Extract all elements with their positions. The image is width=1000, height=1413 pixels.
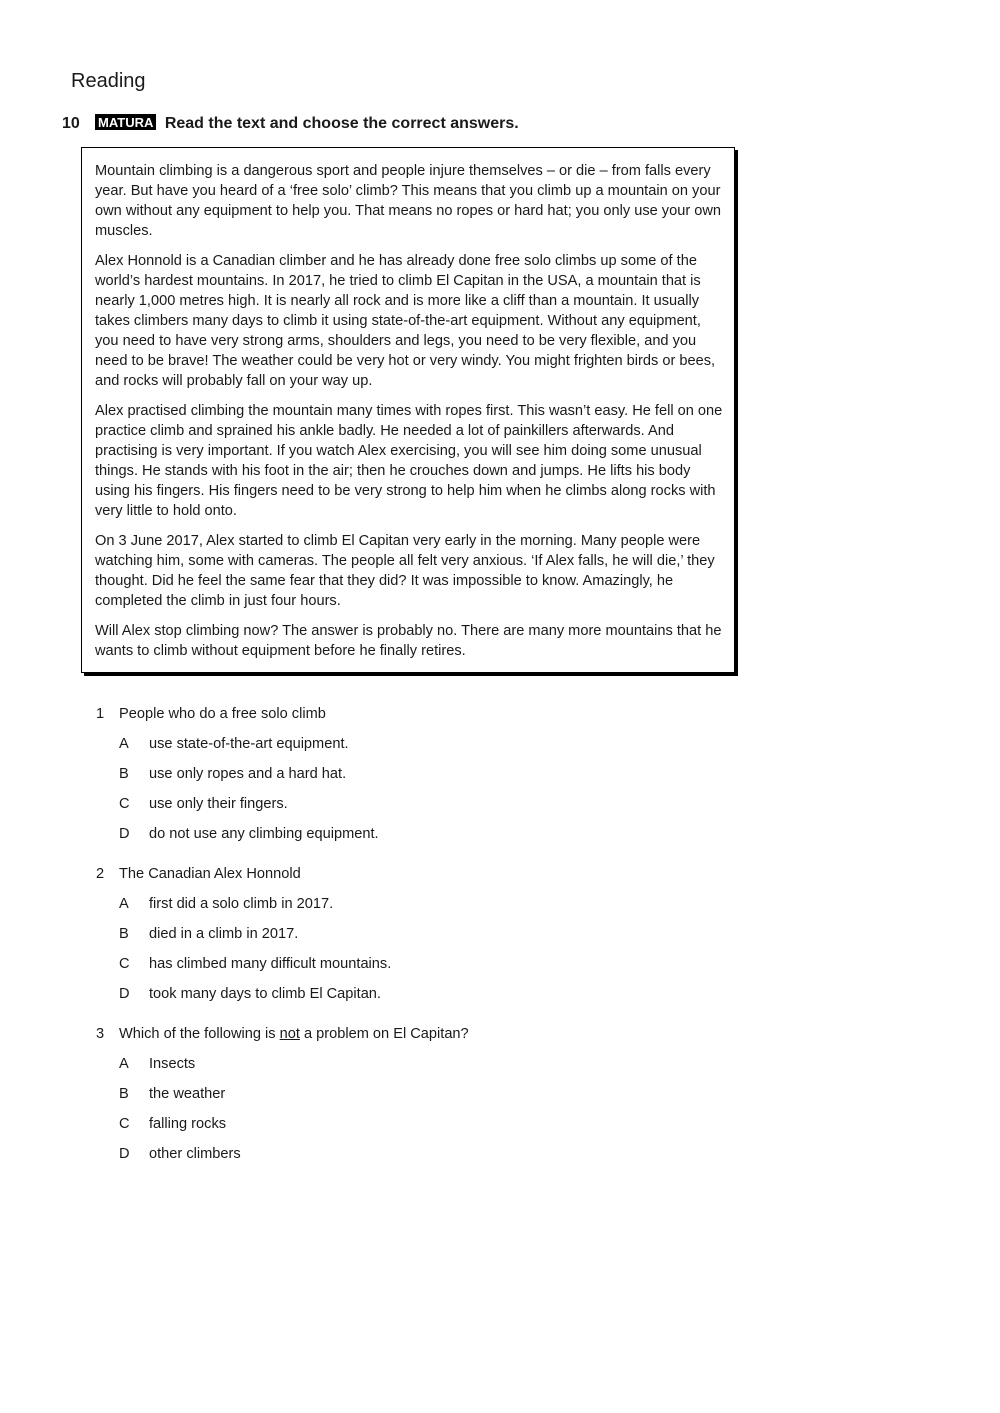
option-letter: A xyxy=(119,896,129,912)
option-letter: D xyxy=(119,1146,130,1162)
option-letter: A xyxy=(119,1056,129,1072)
exercise-instruction: Read the text and choose the correct answers. xyxy=(164,115,519,132)
option-text: do not use any climbing equipment. xyxy=(149,826,379,842)
option-letter: B xyxy=(119,1086,129,1102)
option-text: the weather xyxy=(149,1086,226,1102)
passage-paragraph: On 3 June 2017, Alex started to climb El Capitan very early in the morning. Many people were watching him, some with cameras. The people all felt very anxious. ‘If Alex falls, he will die,’ they thought. Did he feel the same fear that they did? It was impossible to know. Amazingly, he completed the climb in just four hours. xyxy=(95,533,715,609)
answer-option[interactable] xyxy=(96,764,736,794)
option-letter: B xyxy=(119,766,129,782)
question-2 xyxy=(96,864,736,1014)
answer-option[interactable] xyxy=(96,824,736,854)
option-letter: D xyxy=(119,826,130,842)
option-letter: A xyxy=(119,736,129,752)
exercise-number: 10 xyxy=(62,115,80,132)
option-text: use state-of-the-art equipment. xyxy=(149,736,349,752)
answer-option[interactable] xyxy=(96,1084,736,1114)
question-text-underlined: not xyxy=(279,1026,300,1042)
option-letter: B xyxy=(119,926,129,942)
section-title: Reading xyxy=(71,70,146,92)
passage-paragraph: Mountain climbing is a dangerous sport and people injure themselves – or die – from falls every year. But have you heard of a ‘free solo’ climb? This means that you climb up a mountain on your own without any equipment to help you. That means no ropes or hard hat; you only use your own muscles. xyxy=(95,163,722,239)
exercise-heading xyxy=(62,114,519,133)
question-text-after: a problem on El Capitan? xyxy=(303,1026,469,1042)
question-3 xyxy=(96,1024,736,1174)
question-text: People who do a free solo climb xyxy=(119,706,326,722)
question-list xyxy=(96,704,736,1184)
reading-passage-box xyxy=(81,147,735,673)
answer-option[interactable] xyxy=(96,1054,736,1084)
answer-option[interactable] xyxy=(96,954,736,984)
question-1 xyxy=(96,704,736,854)
question-number: 3 xyxy=(96,1026,105,1042)
question-stem xyxy=(96,704,736,734)
answer-option[interactable] xyxy=(96,794,736,824)
question-text: The Canadian Alex Honnold xyxy=(119,866,301,882)
option-letter: C xyxy=(119,1116,130,1132)
option-letter: C xyxy=(119,796,130,812)
option-text: has climbed many difficult mountains. xyxy=(149,956,392,972)
option-text: died in a climb in 2017. xyxy=(149,926,299,942)
question-stem xyxy=(96,1024,736,1054)
answer-option[interactable] xyxy=(96,924,736,954)
question-text-before: Which of the following is xyxy=(119,1026,276,1042)
option-text: falling rocks xyxy=(149,1116,227,1132)
option-text: use only their fingers. xyxy=(149,796,288,812)
answer-option[interactable] xyxy=(96,894,736,924)
answer-option[interactable] xyxy=(96,1144,736,1174)
option-text: took many days to climb El Capitan. xyxy=(149,986,381,1002)
passage-paragraph: Alex Honnold is a Canadian climber and he has already done free solo climbs up some of the world’s hardest mountains. In 2017, he tried to climb El Capitan in the USA, a mountain that is nearly 1,000 metres high. It is nearly all rock and is more like a cliff than a mountain. It usually takes climbers many days to climb it using state-of-the-art equipment. Without any equipment, you need to have very strong arms, shoulders and legs, you need to be very flexible, and you need to be brave! The weather could be very hot or very windy. You might frighten birds or bees, and rocks will probably fall on your way up. xyxy=(95,253,716,389)
question-stem xyxy=(96,864,736,894)
matura-badge: MATURA xyxy=(95,114,156,130)
option-text: Insects xyxy=(149,1056,196,1072)
question-number: 2 xyxy=(96,866,105,882)
answer-option[interactable] xyxy=(96,984,736,1014)
answer-option[interactable] xyxy=(96,1114,736,1144)
option-letter: D xyxy=(119,986,130,1002)
option-text: first did a solo climb in 2017. xyxy=(149,896,334,912)
passage-paragraph: Will Alex stop climbing now? The answer is probably no. There are many more mountains that he wants to climb without equipment before he finally retires. xyxy=(95,623,722,659)
option-text: use only ropes and a hard hat. xyxy=(149,766,347,782)
question-number: 1 xyxy=(96,706,105,722)
answer-option[interactable] xyxy=(96,734,736,764)
passage-paragraph: Alex practised climbing the mountain many times with ropes first. This wasn’t easy. He fell on one practice climb and sprained his ankle badly. He needed a lot of painkillers afterwards. And practising is very important. If you watch Alex exercising, you will see him doing some unusual things. He stands with his foot in the air; then he crouches down and jumps. He lifts his body using his fingers. His fingers need to be very strong to help him when he climbs along rocks with very little to hold onto. xyxy=(95,403,723,519)
option-text: other climbers xyxy=(149,1146,241,1162)
option-letter: C xyxy=(119,956,130,972)
